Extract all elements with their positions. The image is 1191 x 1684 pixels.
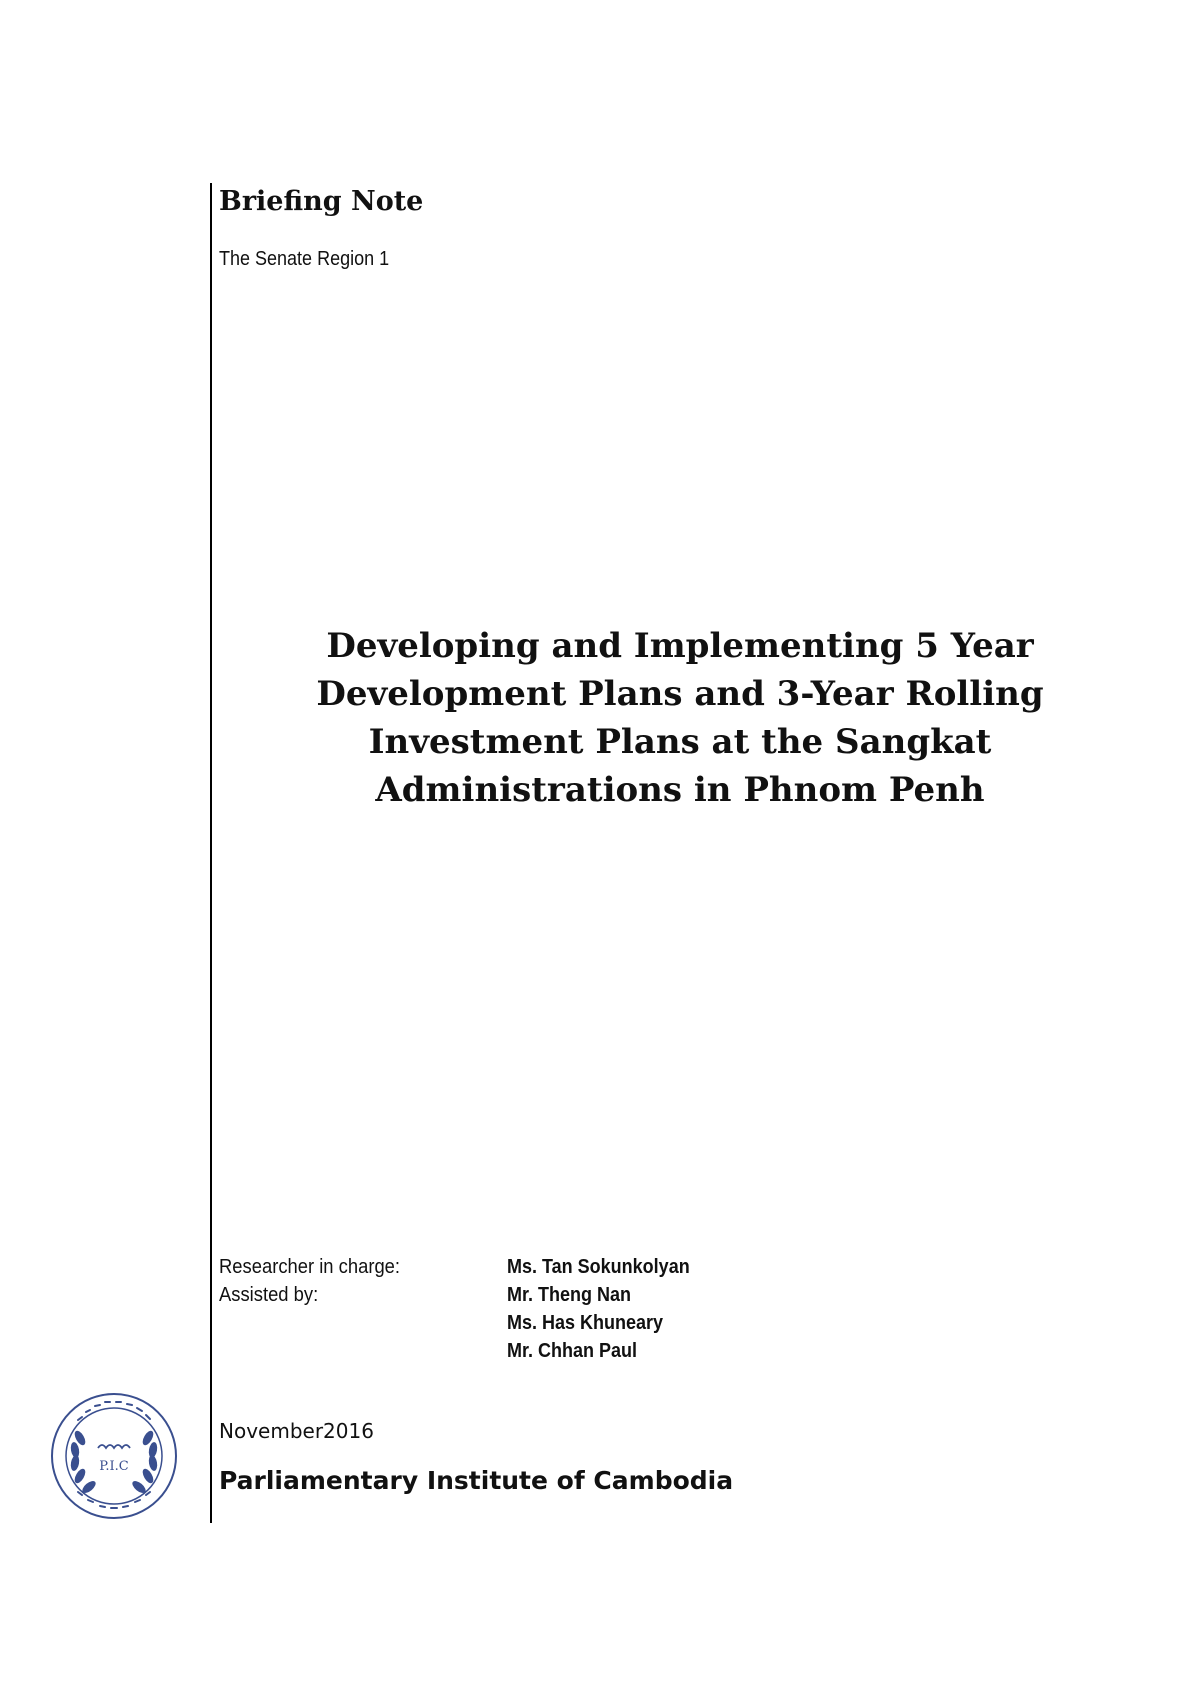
researcher-label: Researcher in charge: — [219, 1256, 401, 1278]
institute-name: Parliamentary Institute of Cambodia — [219, 1466, 734, 1495]
assistant-name: Mr. Theng Nan — [507, 1284, 632, 1306]
region-label: The Senate Region 1 — [219, 248, 390, 270]
assistant-name: Ms. Has Khuneary — [507, 1312, 664, 1334]
logo-text: P.I.C — [99, 1459, 129, 1474]
vertical-rule — [210, 183, 212, 1523]
researcher-name: Ms. Tan Sokunkolyan — [507, 1256, 690, 1278]
assistant-name: Mr. Chhan Paul — [507, 1340, 638, 1362]
document-title — [300, 622, 1060, 814]
title-line: Investment Plans at the Sangkat — [368, 722, 992, 762]
assisted-label: Assisted by: — [219, 1284, 319, 1306]
title-line: Administrations in Phnom Penh — [375, 770, 985, 810]
document-type: Briefing Note — [219, 186, 424, 217]
title-line: Development Plans and 3-Year Rolling — [316, 674, 1044, 714]
publication-date: November2016 — [219, 1419, 374, 1443]
pic-emblem-icon — [48, 1390, 180, 1522]
title-line: Developing and Implementing 5 Year — [326, 626, 1034, 666]
